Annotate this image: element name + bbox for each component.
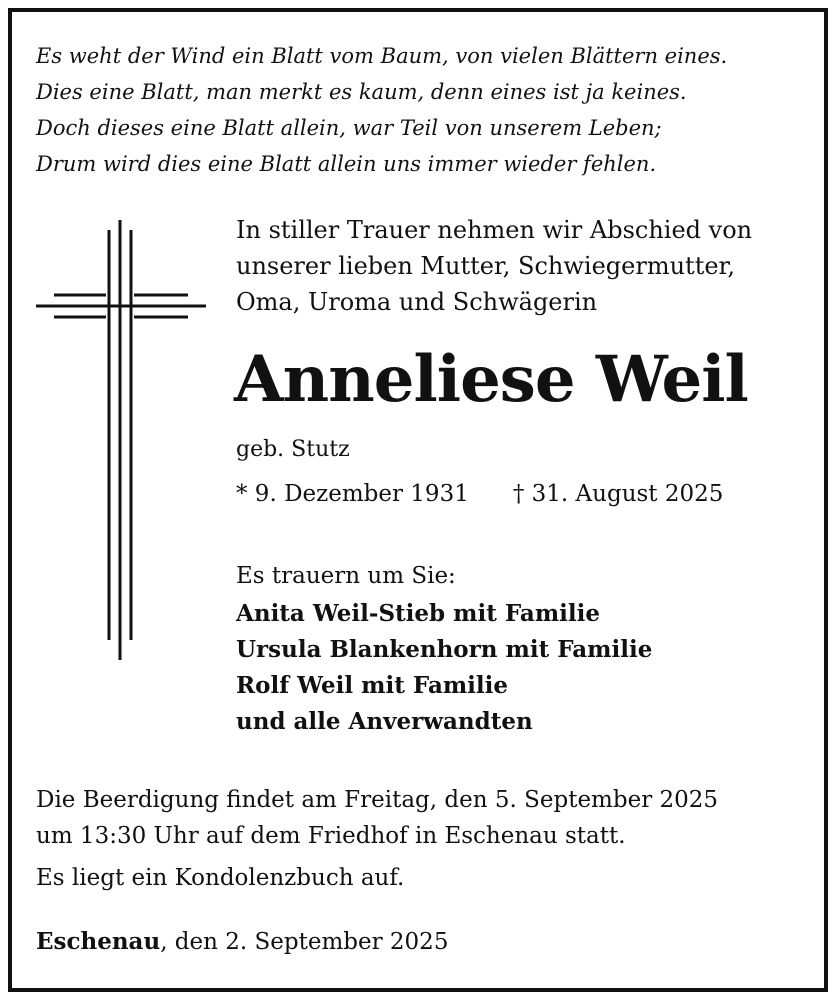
poem-line: Drum wird dies eine Blatt allein uns immer wieder fehlen. xyxy=(36,152,657,176)
intro-line: Oma, Uroma und Schwägerin xyxy=(236,288,598,316)
mourner: Ursula Blankenhorn mit Familie xyxy=(236,636,653,663)
funeral-info xyxy=(36,782,806,854)
birth-date: * 9. Dezember 1931 xyxy=(236,481,469,507)
mourners-list xyxy=(236,596,652,740)
intro-line: In stiller Trauer nehmen wir Abschied von xyxy=(236,216,753,244)
intro-line: unserer lieben Mutter, Schwiegermutter, xyxy=(236,252,736,280)
life-dates xyxy=(236,476,723,512)
poem-line: Dies eine Blatt, man merkt es kaum, denn eines ist ja keines. xyxy=(36,80,687,104)
mourners-label: Es trauern um Sie: xyxy=(236,563,456,589)
place-date xyxy=(36,924,448,960)
mourner: Rolf Weil mit Familie xyxy=(236,672,509,699)
birth-name: geb. Stutz xyxy=(236,437,350,462)
date-line: , den 2. September 2025 xyxy=(160,929,449,955)
funeral-line: um 13:30 Uhr auf dem Friedhof in Eschenau statt. xyxy=(36,823,626,849)
mourner: Anita Weil-Stieb mit Familie xyxy=(236,600,601,627)
poem-line: Doch dieses eine Blatt allein, war Teil von unserem Leben; xyxy=(36,116,662,140)
mourner: und alle Anverwandten xyxy=(236,708,533,735)
intro-text xyxy=(236,212,816,320)
cross-icon xyxy=(36,220,206,660)
poem xyxy=(36,38,796,182)
deceased-name: Anneliese Weil xyxy=(234,342,748,417)
condolence-note: Es liegt ein Kondolenzbuch auf. xyxy=(36,865,405,891)
funeral-line: Die Beerdigung findet am Freitag, den 5. September 2025 xyxy=(36,787,719,813)
death-date: † 31. August 2025 xyxy=(512,481,724,507)
poem-line: Es weht der Wind ein Blatt vom Baum, von vielen Blättern eines. xyxy=(36,44,728,68)
place: Eschenau xyxy=(36,928,161,955)
